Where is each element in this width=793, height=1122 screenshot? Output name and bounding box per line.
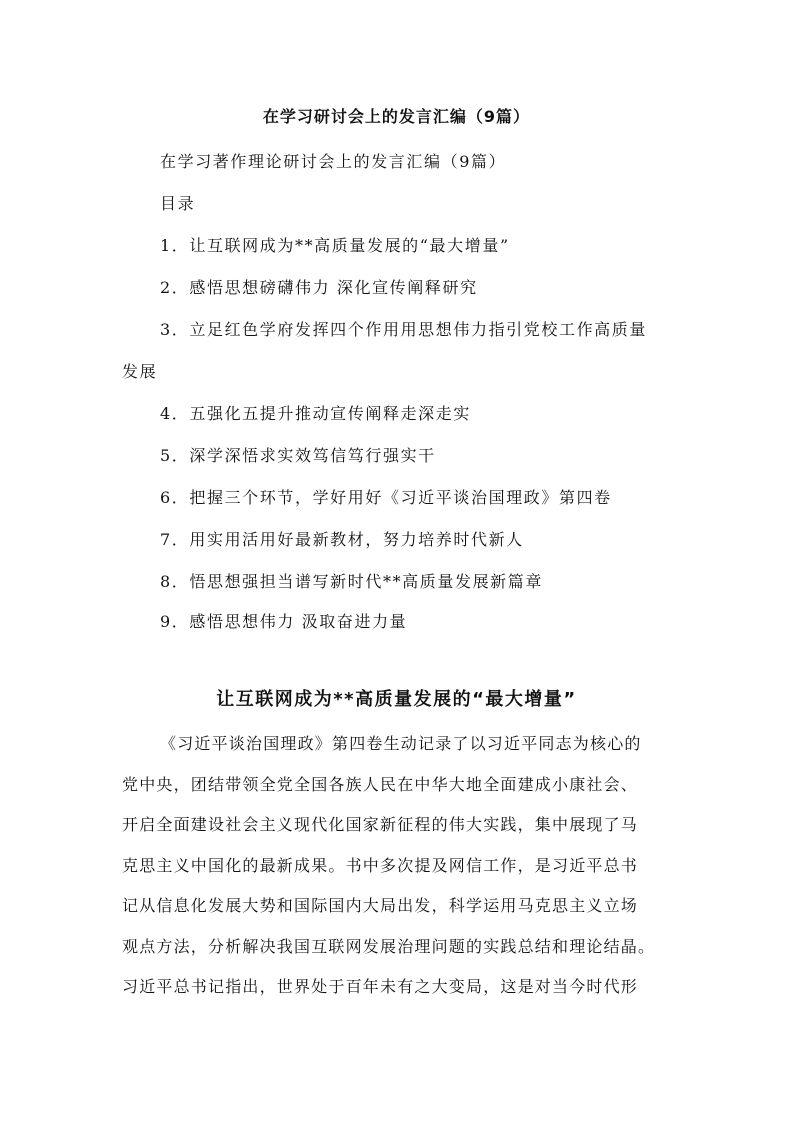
body-line: 记从信息化发展大势和国际国内大局出发，科学运用马克思主义立场 [122, 896, 639, 915]
toc-item-8: 8．悟思想强担当谱写新时代**高质量发展新篇章 [160, 572, 543, 591]
body-line: 党中央，团结带领全党全国各族人民在中华大地全面建成小康社会、 [122, 774, 639, 794]
toc-item-2: 2．感悟思想磅礴伟力 深化宣传阐释研究 [160, 278, 478, 297]
section-title: 让互联网成为**高质量发展的“最大增量” [216, 689, 577, 710]
toc-item-1: 1．让互联网成为**高质量发展的“最大增量” [160, 236, 510, 255]
document-subtitle: 在学习著作理论研讨会上的发言汇编（9篇） [160, 152, 507, 171]
body-line: 《习近平谈治国理政》第四卷生动记录了以习近平同志为核心的 [160, 734, 642, 753]
body-paragraph [122, 724, 692, 1008]
toc-heading: 目录 [160, 194, 196, 213]
body-line: 克思主义中国化的最新成果。书中多次提及网信工作，是习近平总书 [122, 855, 639, 875]
document-title: 在学习研讨会上的发言汇编（9篇） [262, 107, 531, 126]
toc-item-7: 7．用实用活用好最新教材，努力培养时代新人 [160, 530, 524, 549]
toc-item-9: 9．感悟思想伟力 汲取奋进力量 [160, 612, 408, 631]
toc-item-3: 3．立足红色学府发挥四个作用用思想伟力指引党校工作高质量 [160, 320, 647, 339]
body-line: 习近平总书记指出，世界处于百年未有之大变局，这是对当今时代形 [122, 977, 639, 996]
toc-item-4: 4．五强化五提升推动宣传阐释走深走实 [160, 404, 471, 423]
body-line: 观点方法，分析解决我国互联网发展治理问题的实践总结和理论结晶。 [122, 936, 656, 956]
toc-item-6: 6．把握三个环节，学好用好《习近平谈治国理政》第四卷 [160, 488, 612, 507]
toc-item-5: 5．深学深悟求实效笃信笃行强实干 [160, 446, 436, 465]
body-line: 开启全面建设社会主义现代化国家新征程的伟大实践，集中展现了马 [122, 815, 639, 834]
toc-item-3-continuation: 发展 [122, 362, 158, 381]
